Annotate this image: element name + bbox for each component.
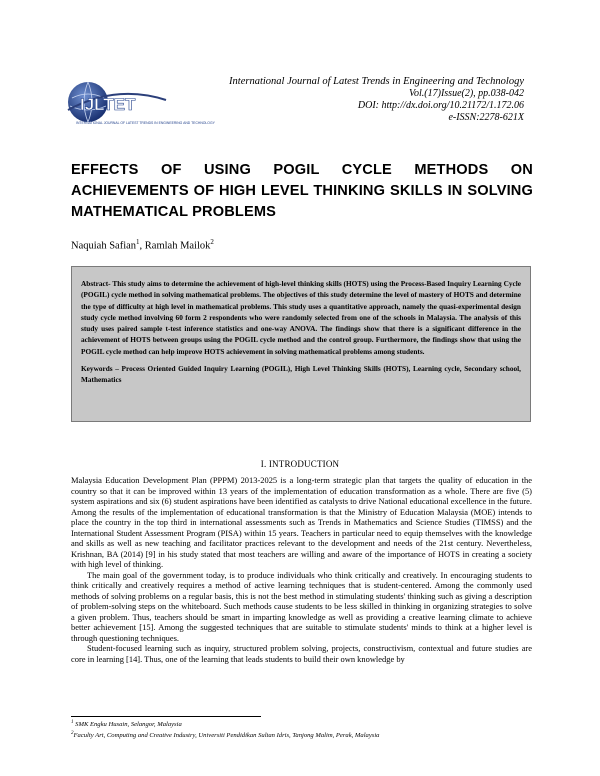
author-2: Ramlah Mailok	[144, 240, 211, 252]
logo-text: IJLTET	[80, 95, 136, 114]
journal-header	[229, 76, 524, 124]
abstract-text: Abstract- This study aims to determine the achievement of high-level thinking skills (HOTS) using the Process-Based Inquiry Learning Cycle (POGIL) cycle method in solving mathematical problems. The objectives of this study determine the level of mastery of HOTS and determine the type of difficulty at high level in mathematical problems. This study uses a quantitative approach, namely the quasi-experimental design study cycle method involving 60 form 2 respondents who were randomly selected from one of the schools in Malaysia. The analysis of this study uses paired sample t-test inference statistics and one-way ANOVA. The findings show that there is a significant difference in the achievement of HOTS between groups using the POGIL cycle method and the control group. Furthermore, the findings show that using the POGIL cycle method can help improve HOTS achievement in solving mathematical problems among students.	[81, 279, 521, 356]
footnotes	[71, 718, 533, 740]
footnote-divider	[71, 716, 261, 717]
footnote-1-mark: 1	[71, 720, 74, 725]
footnote-2-text: Faculty Art, Computing and Creative Industry, Universiti Pendidikan Sultan Idris, Tanjong Malim, Perak, Malaysia	[73, 732, 380, 740]
paper-title: EFFECTS OF USING POGIL CYCLE METHODS ON ACHIEVEMENTS OF HIGH LEVEL THINKING SKILLS IN SOLVING MATHEMATICAL PROBLEMS	[71, 162, 533, 220]
keywords-text: Keywords – Process Oriented Guided Inquiry Learning (POGIL), High Level Thinking Skills (HOTS), Learning cycle, Secondary school, Mathematics	[81, 364, 521, 385]
footnote-1	[71, 718, 533, 729]
paragraph-1: Malaysia Education Development Plan (PPPM) 2013-2025 is a long-term strategic plan that targets the quality of education in the country so that it can be improved within 13 years of the implementation of education transformation as a whole. There are five (5) system aspirations and six (6) student aspirations have been identified as catalysts to drive National educational excellence in the future. Among the results of the implementation of educational transformation is that the Ministry of Education Malaysia (MOE) intends to place the country in the top third in international assessments such as Trends in Mathematics and Science Studies (TIMSS) and the International Student Assessment Program (PISA) within 15 years. Teachers in particular need to equip themselves with the knowledge and skills as well as new teaching and facilitator practices relevant to the development and needs of the 21st century. Nevertheless, Krishnan, BA (2014) [9] in his study stated that most teachers are willing and aware of the importance of HOTS in creating a society with high level of thinking.	[71, 475, 532, 569]
section-heading: I. INTRODUCTION	[260, 459, 340, 469]
author-1: Naquiah Safian	[71, 240, 137, 252]
author-line	[71, 238, 214, 252]
logo-tagline: INTERNATIONAL JOURNAL OF LATEST TRENDS IN ENGINEERING AND TECHNOLOGY	[76, 121, 215, 125]
paragraph-3: Student-focused learning such as inquiry, structured problem solving, projects, constructivism, contextual and future studies are core in learning [14]. Thus, one of the learning that leads students to build their own knowledge by	[71, 643, 532, 664]
footnote-1-text: SMK Engku Husain, Selangor, Malaysia	[73, 721, 182, 729]
journal-logo-graphic	[66, 78, 215, 132]
abstract-box	[71, 266, 531, 422]
paragraph-2: The main goal of the government today, is to produce individuals who think critically and creatively. In encouraging students to think critically and creatively requires a method of active learning techniques that is student-centered. Among the commonly used methods of solving problems on a regular basis, this is not the best method in stimulating students' thinking such as giving a description of problem-solving steps on the whiteboard. Such methods cause students to be less skilled in thinking in organizing strategies to solve a given problem. Thus, teachers should be smart in imparting knowledge as well as providing a creative learning climate to achieve better achievement [15]. Among the suggested techniques that are suitable to stimulate students' minds to think at a higher level is through questioning techniques.	[71, 569, 532, 643]
footnote-2	[71, 729, 533, 740]
journal-logo	[66, 78, 215, 132]
journal-name: International Journal of Latest Trends in Engineering and Technology	[229, 76, 524, 87]
journal-volume: Vol.(17)Issue(2), pp.038-042	[409, 88, 524, 99]
author-1-affiliation-mark: 1	[136, 238, 140, 246]
journal-doi: DOI: http://dx.doi.org/10.21172/1.172.06	[357, 100, 524, 111]
journal-eissn: e-ISSN:2278-621X	[448, 112, 524, 123]
author-2-affiliation-mark: 2	[210, 238, 214, 246]
author-separator: ,	[139, 240, 145, 252]
body-text	[71, 475, 532, 664]
footnote-2-mark: 2	[71, 731, 74, 737]
